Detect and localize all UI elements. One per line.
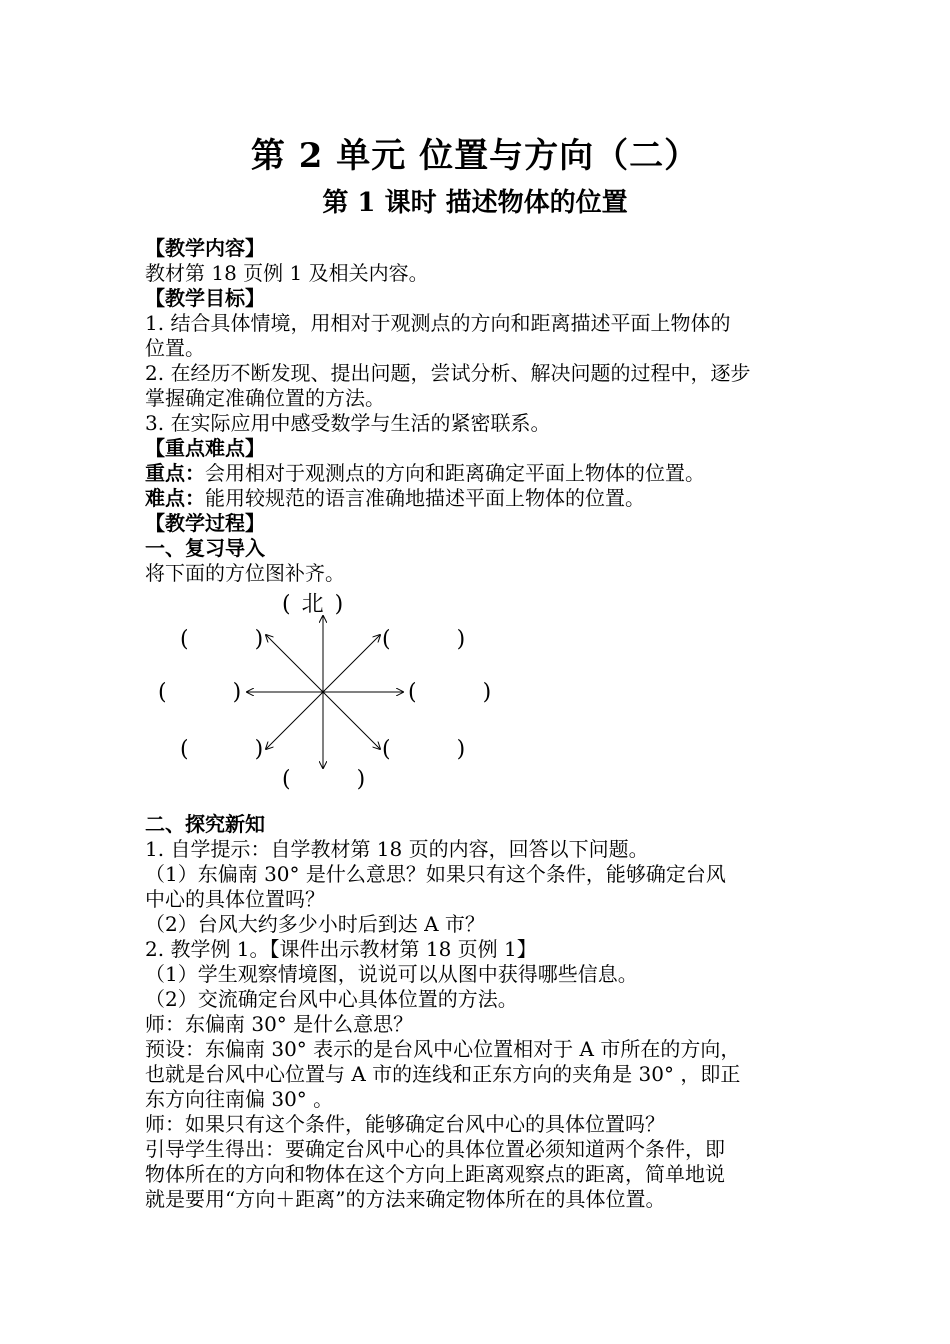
section-heading-key: 【重点难点】 — [145, 436, 265, 460]
part2-line: 2. 教学例 1。【课件出示教材第 18 页例 1】 — [145, 937, 537, 961]
part2-line: 物体所在的方向和物体在这个方向上距离观察点的距离，简单地说 — [145, 1162, 725, 1186]
part2-line: （1）学生观察情境图，说说可以从图中获得哪些信息。 — [145, 962, 638, 986]
slot-north: ( 北 ) — [282, 587, 343, 618]
part2-line: 就是要用“方向＋距离”的方法来确定物体所在的具体位置。 — [145, 1187, 666, 1211]
part1-text: 将下面的方位图补齐。 — [145, 561, 345, 585]
slot-south: ( ) — [282, 767, 366, 792]
part2-line: 1. 自学提示：自学教材第 18 页的内容，回答以下问题。 — [145, 837, 649, 861]
section-heading-goals: 【教学目标】 — [145, 286, 265, 310]
section-heading-content: 【教学内容】 — [145, 236, 265, 260]
part2-heading: 二、探究新知 — [145, 812, 265, 836]
arrow-southeast — [323, 692, 380, 749]
lesson-subtitle: 第 1 课时 描述物体的位置 — [322, 188, 628, 218]
slot-northeast: ( ) — [382, 627, 466, 652]
arrow-southwest — [266, 692, 323, 749]
page-title: 第 2 单元 位置与方向（二） — [250, 136, 700, 176]
part2-line: （2）交流确定台风中心具体位置的方法。 — [145, 987, 518, 1011]
part2-line: （1）东偏南 30° 是什么意思？如果只有这个条件，能够确定台风 — [145, 862, 726, 886]
goal-3: 3. 在实际应用中感受数学与生活的紧密联系。 — [145, 411, 551, 435]
content-text: 教材第 18 页例 1 及相关内容。 — [145, 261, 429, 285]
compass-diagram — [150, 587, 510, 802]
part2-line: 引导学生得出：要确定台风中心的具体位置必须知道两个条件，即 — [145, 1137, 725, 1161]
difficulty-point — [145, 486, 815, 511]
slot-east: ( ) — [408, 680, 492, 705]
goal-1a: 1. 结合具体情境，用相对于观测点的方向和距离描述平面上物体的 — [145, 311, 731, 335]
key-text: 会用相对于观测点的方向和距离确定平面上物体的位置。 — [205, 461, 705, 485]
part2-line: 师：东偏南 30° 是什么意思？ — [145, 1012, 414, 1036]
content-part2 — [145, 812, 815, 1212]
section-heading-process: 【教学过程】 — [145, 511, 265, 535]
arrow-northeast — [323, 635, 380, 692]
slot-southeast: ( ) — [382, 737, 466, 762]
part2-line: 中心的具体位置吗？ — [145, 887, 325, 911]
part2-line: 也就是台风中心位置与 A 市的连线和正东方向的夹角是 30° ，即正 — [145, 1062, 741, 1086]
content-part1 — [145, 236, 815, 586]
key-label: 重点： — [145, 461, 205, 485]
goal-2b: 掌握确定准确位置的方法。 — [145, 386, 385, 410]
part2-line: 预设：东偏南 30° 表示的是台风中心位置相对于 A 市所在的方向， — [145, 1037, 741, 1061]
goal-2a: 2. 在经历不断发现、提出问题，尝试分析、解决问题的过程中，逐步 — [145, 361, 751, 385]
slot-southwest: ( ) — [180, 737, 264, 762]
part1-heading: 一、复习导入 — [145, 536, 265, 560]
key-point — [145, 461, 815, 486]
slot-northwest: ( ) — [180, 627, 264, 652]
difficulty-text: 能用较规范的语言准确地描述平面上物体的位置。 — [205, 486, 645, 510]
slot-west: ( ) — [158, 680, 242, 705]
difficulty-label: 难点： — [145, 486, 205, 510]
part2-line: 东方向往南偏 30° 。 — [145, 1087, 334, 1111]
arrow-northwest — [266, 635, 323, 692]
part2-line: 师：如果只有这个条件，能够确定台风中心的具体位置吗？ — [145, 1112, 665, 1136]
goal-1b: 位置。 — [145, 336, 205, 360]
north-label: 北 — [301, 592, 324, 617]
part2-line: （2）台风大约多少小时后到达 A 市？ — [145, 912, 485, 936]
